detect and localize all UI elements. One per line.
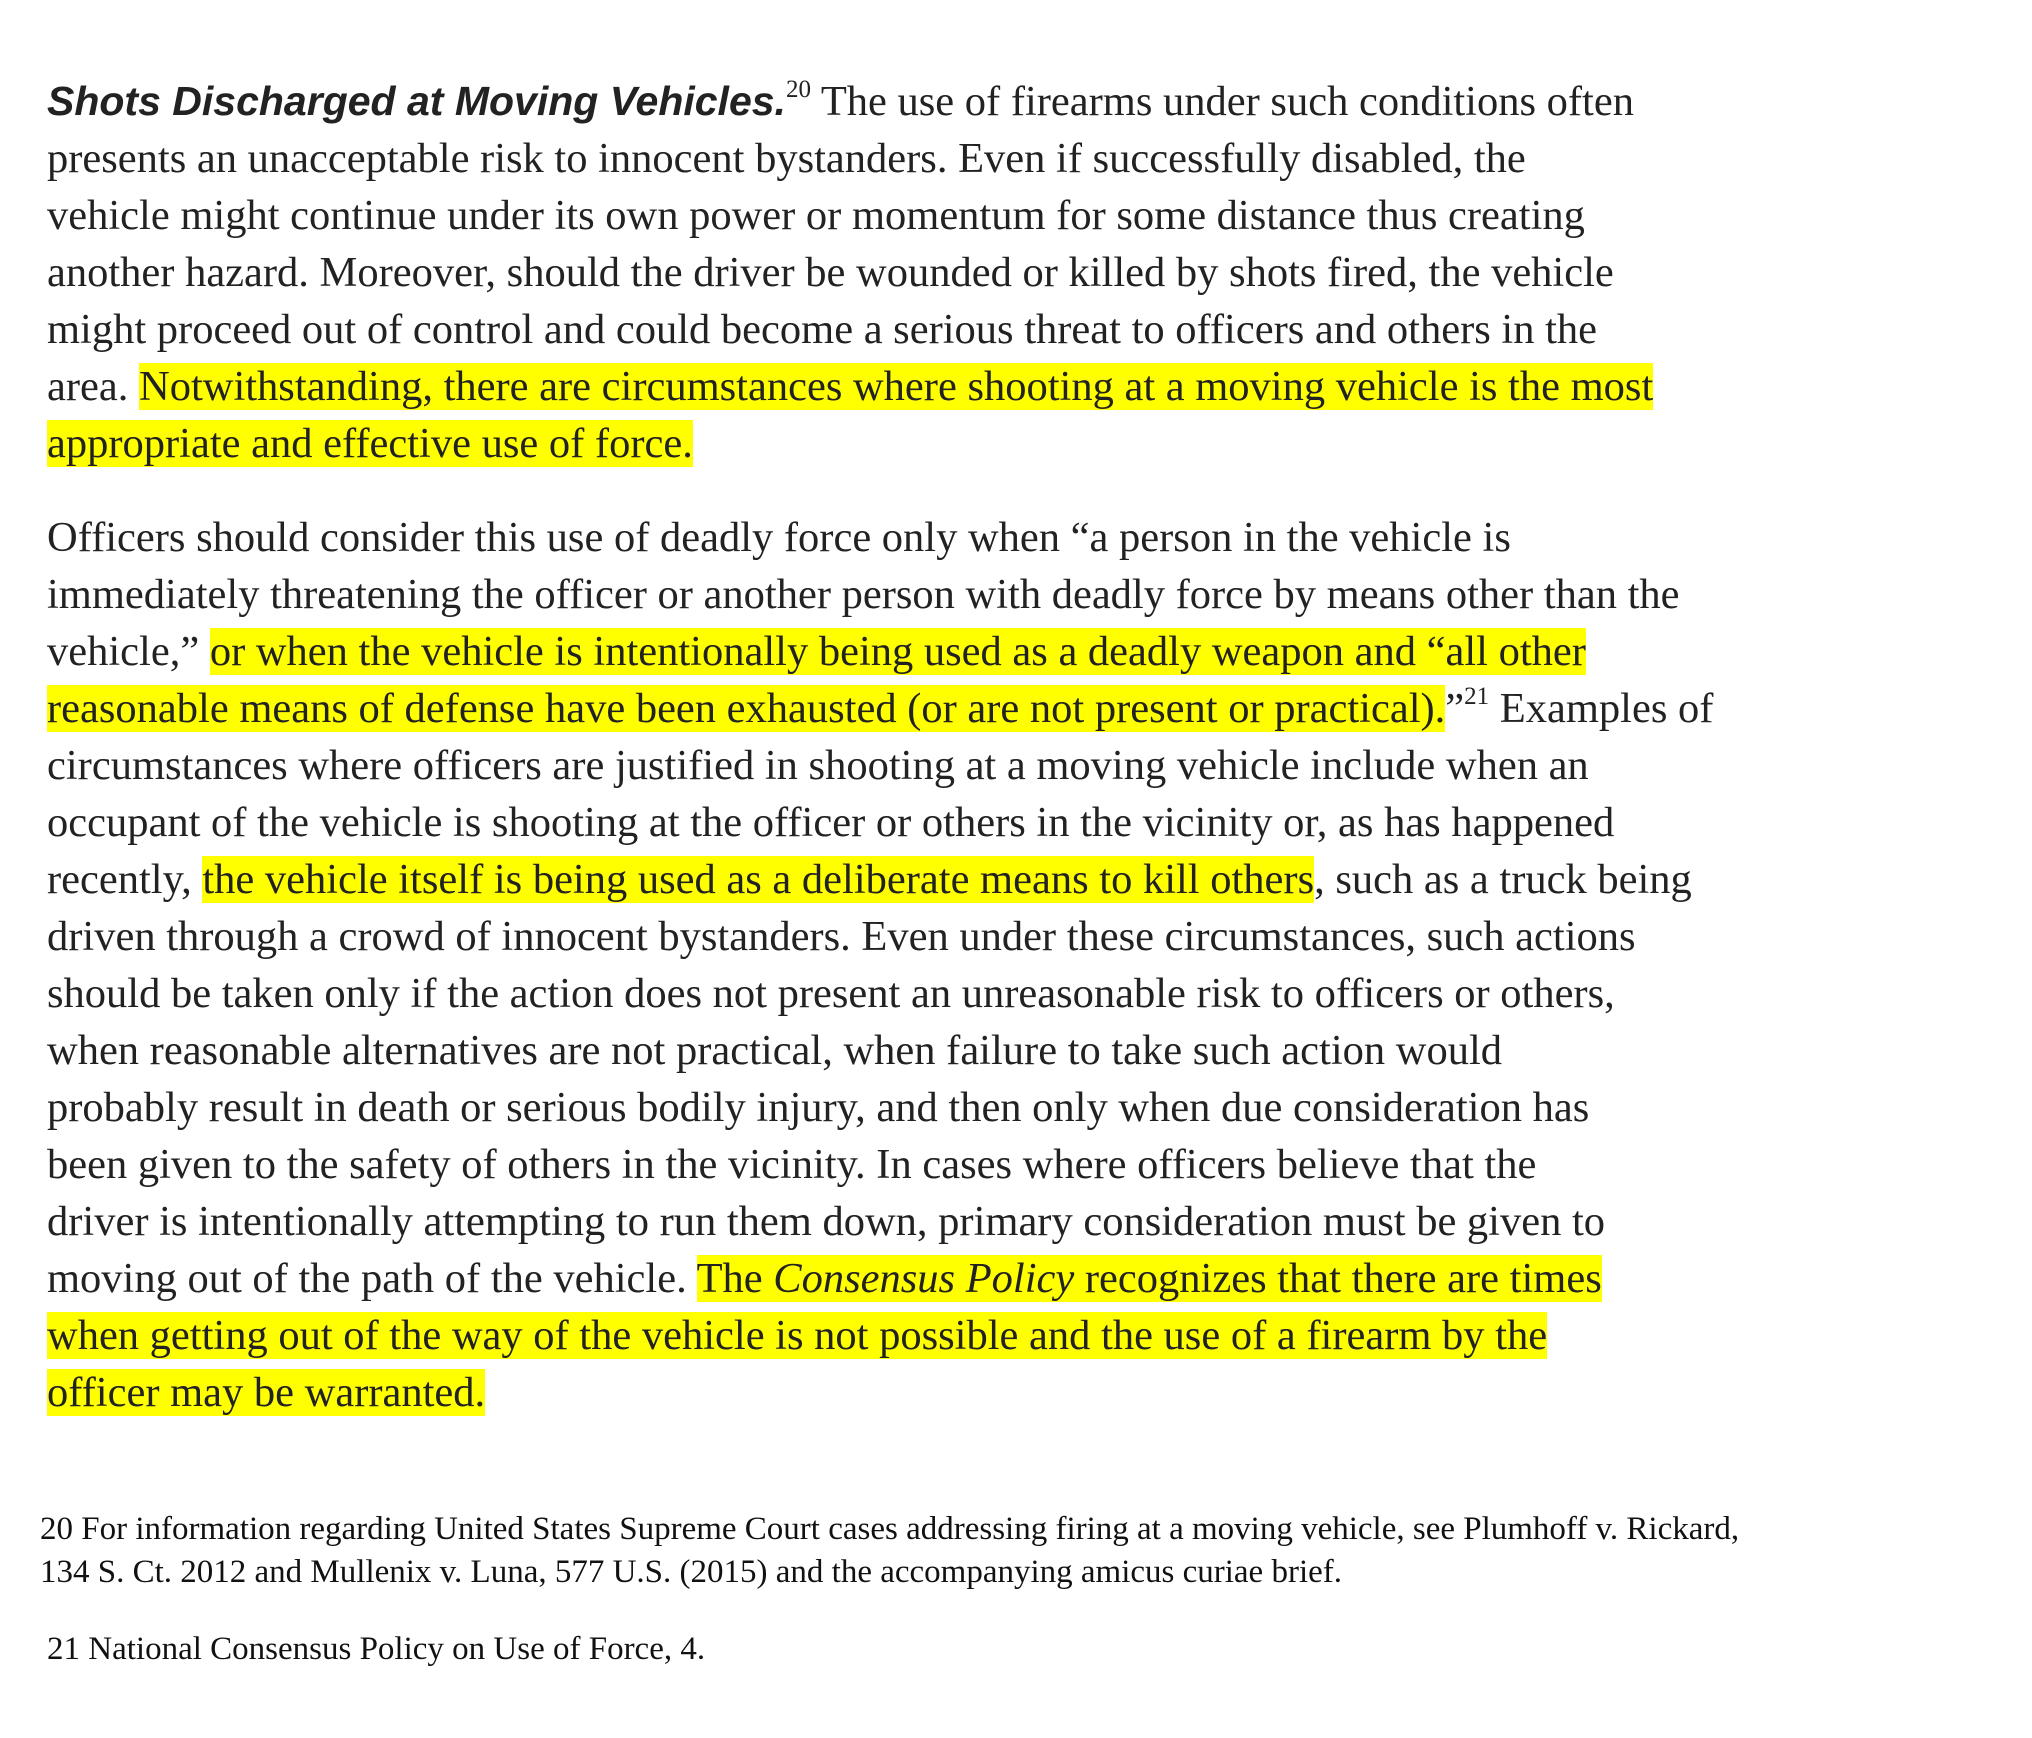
text-line: driver is intentionally attempting to run them down, primary consideration must be given to [47,1198,1606,1245]
highlighted-text: the vehicle itself is being used as a deliberate means to kill others [202,856,1315,903]
text-line [47,1364,2007,1421]
highlighted-text: reasonable means of defense have been exhausted (or are not present or practical). [47,685,1446,732]
text-line: when reasonable alternatives are not practical, when failure to take such action would [47,1027,1503,1074]
text-line: area. Notwithstanding, there are circumstances where shooting at a moving vehicle is the most [47,363,1654,410]
footnote-line: 21 National Consensus Policy on Use of Force, 4. [47,1631,706,1667]
highlighted-text: officer may be warranted. [47,1369,486,1416]
highlighted-text: appropriate and effective use of force. [47,420,693,467]
text-line: reasonable means of defense have been exhausted (or are not present or practical).”$^{21}$ Examples of [47,683,1714,732]
text-line: presents an unacceptable risk to innocent bystanders. Even if successfully disabled, the [47,135,1526,182]
text-line: immediately threatening the officer or another person with deadly force by means other than the [47,571,1680,618]
footnote-ref-21[interactable]: 21 [1464,683,1490,710]
policy-title: Consensus Policy [773,1255,1075,1302]
text-line: circumstances where officers are justified in shooting at a moving vehicle include when an [47,742,1589,789]
text-line: another hazard. Moreover, should the driver be wounded or killed by shots fired, the vehicle [47,249,1614,296]
text-line: should be taken only if the action does not present an unreasonable risk to officers or others, [47,970,1615,1017]
footnote-21 [47,1628,2007,1671]
paragraph-moving-vehicles [47,73,2007,472]
text-line: recently, the vehicle itself is being used as a deliberate means to kill others, such as a truck being [47,856,1692,903]
text-line: vehicle,” or when the vehicle is intentionally being used as a deadly weapon and “all other [47,628,1586,675]
footnote-20 [40,1508,2025,1594]
text-line: might proceed out of control and could become a serious threat to officers and others in the [47,306,1597,353]
text-line [47,415,2007,472]
text-line [47,1307,2007,1364]
highlighted-text: The Consensus Policy recognizes that there are times [696,1255,1602,1302]
text-line: probably result in death or serious bodily injury, and then only when due consideration has [47,1084,1590,1131]
footnote-line: 134 S. Ct. 2012 and Mullenix v. Luna, 577 U.S. (2015) and the accompanying amicus curiae brief. [40,1554,1343,1590]
paragraph-deadly-force [47,509,2007,1421]
text-line: Shots Discharged at Moving Vehicles.$^{20}$ The use of firearms under such conditions often [47,76,1634,125]
text-line: been given to the safety of others in the vicinity. In cases where officers believe that the [47,1141,1537,1188]
highlighted-text: or when the vehicle is intentionally being used as a deadly weapon and “all other [209,628,1586,675]
highlighted-text: when getting out of the way of the vehicle is not possible and the use of a firearm by the [47,1312,1548,1359]
text-line: occupant of the vehicle is shooting at the officer or others in the vicinity or, as has happened [47,799,1615,846]
footnote-ref-20[interactable]: 20 [785,76,811,103]
text-line: vehicle might continue under its own power or momentum for some distance thus creating [47,192,1585,239]
text-line: Officers should consider this use of deadly force only when “a person in the vehicle is [47,514,1511,561]
text-line: moving out of the path of the vehicle. The Consensus Policy recognizes that there are times [47,1255,1602,1302]
footnote-line: 20 For information regarding United States Supreme Court cases addressing firing at a moving vehicle, see Plumhoff v. Rickard, [40,1511,1740,1547]
highlighted-text: Notwithstanding, there are circumstances where shooting at a moving vehicle is the most [139,363,1654,410]
section-heading: Shots Discharged at Moving Vehicles. [47,78,786,124]
text-line: driven through a crowd of innocent bystanders. Even under these circumstances, such actions [47,913,1636,960]
